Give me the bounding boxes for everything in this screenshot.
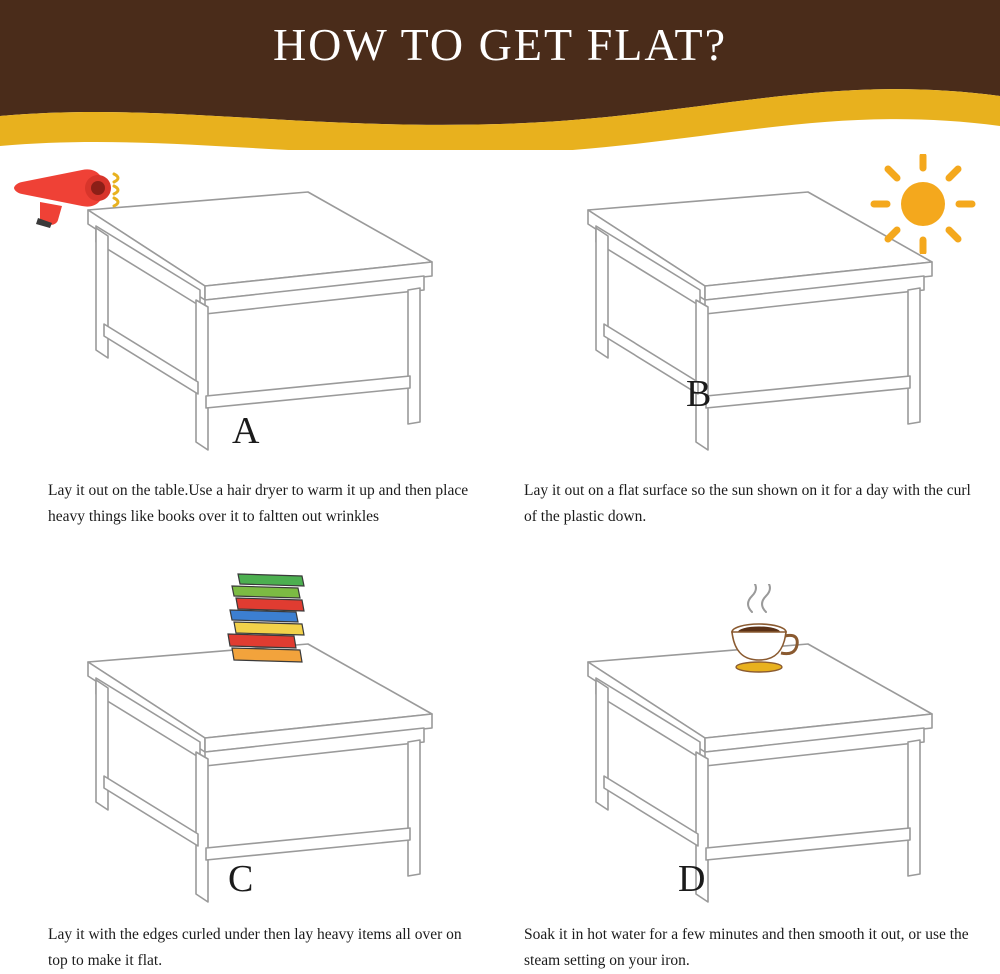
panel-d-letter: D — [678, 858, 706, 900]
panel-d — [500, 562, 1000, 974]
panel-a — [0, 150, 500, 562]
panel-a-letter: A — [232, 410, 260, 452]
page-title: HOW TO GET FLAT? — [272, 19, 728, 70]
panel-c — [0, 562, 500, 974]
panel-b-letter: B — [686, 373, 712, 415]
panel-b — [500, 150, 1000, 562]
stack-of-books-icon — [214, 562, 324, 672]
panel-b-caption: Lay it out on a flat surface so the sun shown on it for a day with the curl of the plastic down. — [524, 482, 971, 525]
hair-dryer-icon — [10, 158, 140, 238]
sun-icon — [868, 154, 978, 254]
panel-d-caption: Soak it in hot water for a few minutes and then smooth it out, or use the steam setting on your iron. — [524, 926, 969, 969]
coffee-cup-icon — [712, 584, 812, 674]
panel-c-letter: C — [228, 858, 254, 900]
panel-a-caption: Lay it out on the table.Use a hair dryer to warm it up and then place heavy things like books over it to faltten out wrinkles — [48, 482, 469, 525]
header-banner — [0, 0, 1000, 150]
panel-c-caption: Lay it with the edges curled under then lay heavy items all over on top to make it flat. — [48, 926, 462, 969]
panels-grid — [0, 150, 1000, 974]
